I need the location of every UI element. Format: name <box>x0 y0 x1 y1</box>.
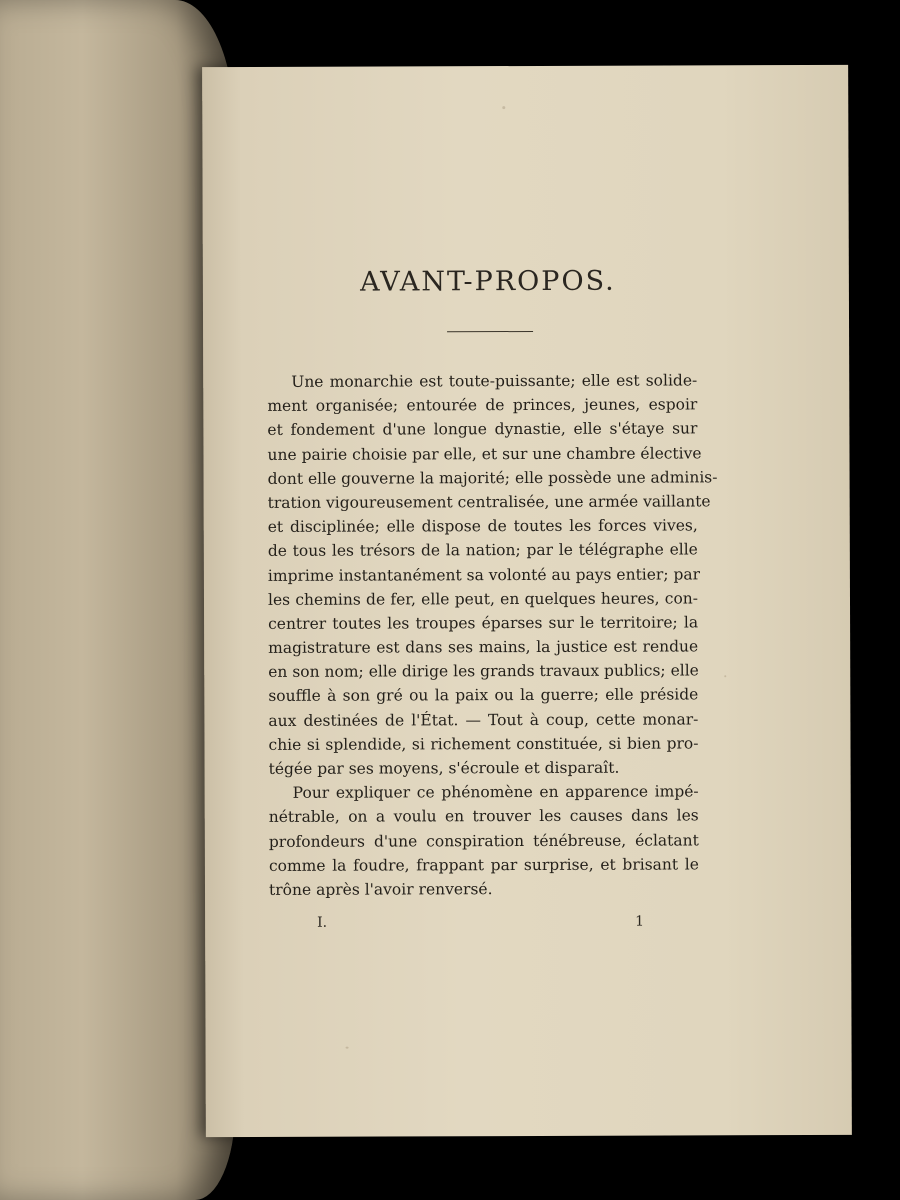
book-page <box>202 65 852 1137</box>
text-line: centrer toutes les troupes éparses sur le territoire; la <box>268 613 699 633</box>
text-line: nétrable, on a voulu en trouver les causes dans les <box>268 806 699 827</box>
text-line: aux destinées de l'État. — Tout à coup, cette monar- <box>268 710 699 730</box>
paragraph-1 <box>267 368 718 781</box>
text-line: tégée par ses moyens, s'écroule et disparaît. <box>268 758 620 778</box>
title-rule <box>447 331 533 332</box>
show-through-text <box>0 110 220 370</box>
text-line: et disciplinée; elle dispose de toutes les forces vives, <box>267 516 698 537</box>
page-number: 1 <box>635 913 645 930</box>
signature-mark: I. <box>317 914 328 931</box>
text-line: et fondement d'une longue dynastie, elle s'étaye sur <box>267 419 698 440</box>
text-line: Pour expliquer ce phénomène en apparence impé- <box>292 782 699 803</box>
text-line: de tous les trésors de la nation; par le télégraphe elle <box>267 540 698 561</box>
body-text <box>267 368 718 902</box>
text-line: une pairie choisie par elle, et sur une chambre élective <box>267 443 702 464</box>
text-line: dont elle gouverne la majorité; elle possède une adminis- <box>267 468 718 488</box>
text-line: les chemins de fer, elle peut, en quelques heures, con- <box>267 589 699 609</box>
page-title: AVANT-PROPOS. <box>360 265 616 298</box>
text-line: profondeurs d'une conspiration ténébreuse, éclatant <box>268 830 699 851</box>
text-line: Une monarchie est toute-puissante; elle est solide- <box>291 371 698 391</box>
text-line: trône après l'avoir renversé. <box>268 880 493 899</box>
paper-speck <box>346 1047 349 1049</box>
text-line: comme la foudre, frappant par surprise, et brisant le <box>268 855 699 875</box>
paper-speck <box>724 675 726 677</box>
text-line: imprime instantanément sa volonté au pays entier; par <box>267 564 701 585</box>
text-line: en son nom; elle dirige les grands travaux publics; elle <box>268 661 699 682</box>
text-line: chie si splendide, si richement constituée, si bien pro- <box>268 734 699 754</box>
previous-page-leaf <box>0 0 235 1200</box>
text-line: tration vigoureusement centralisée, une armée vaillante <box>267 492 711 512</box>
text-line: ment organisée; entourée de princes, jeunes, espoir <box>267 395 698 416</box>
paper-speck <box>502 106 505 109</box>
paragraph-2 <box>269 780 699 902</box>
text-line: magistrature est dans ses mains, la justice est rendue <box>268 637 699 657</box>
text-line: souffle à son gré ou la paix ou la guerre; elle préside <box>268 685 699 706</box>
